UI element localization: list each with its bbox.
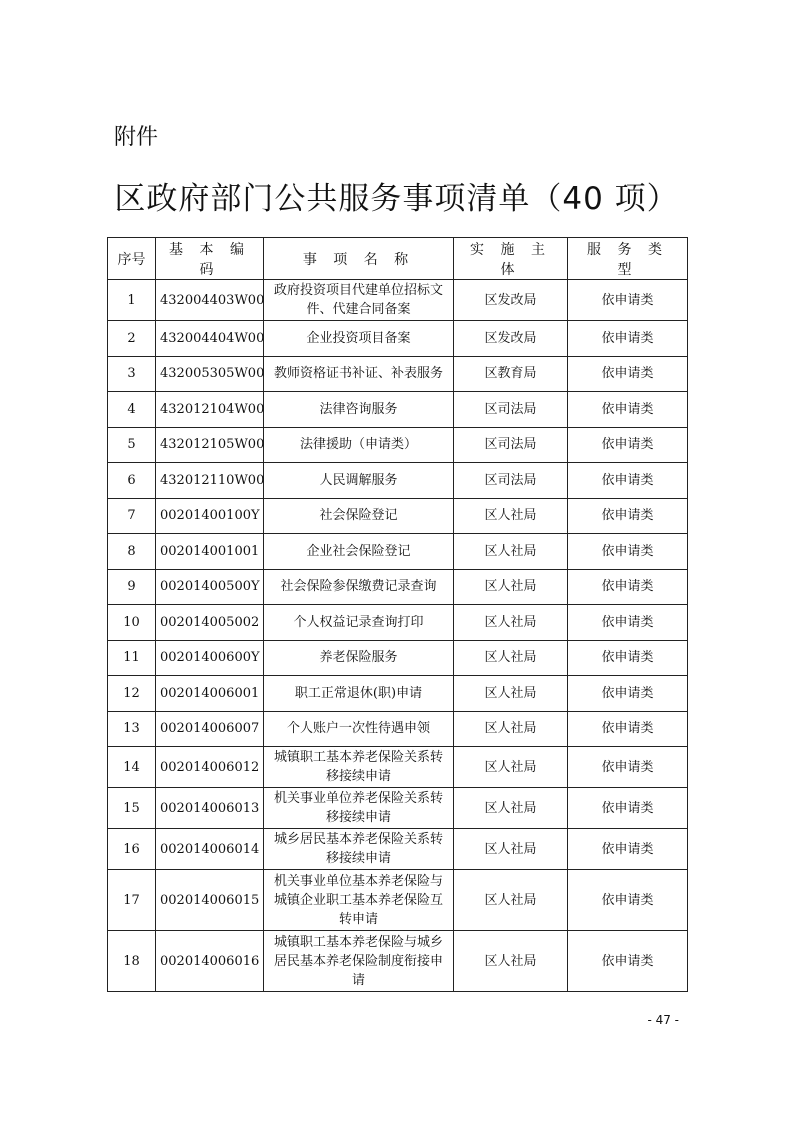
type-cell: 依申请类 [568,870,688,931]
table-row [108,676,688,712]
serial-cell: 18 [108,931,156,992]
table-row [108,870,688,931]
serial-cell: 9 [108,569,156,605]
code-cell: 002014006007 [156,711,264,747]
dept-cell: 区人社局 [454,747,568,788]
table-row [108,829,688,870]
type-cell: 依申请类 [568,356,688,392]
code-cell: 002014005002 [156,605,264,641]
name-cell: 企业投资项目备案 [264,321,454,357]
header-code: 基 本 编 码 [156,238,264,280]
serial-cell: 11 [108,640,156,676]
dept-cell: 区人社局 [454,829,568,870]
table-header-row [108,238,688,280]
type-cell: 依申请类 [568,427,688,463]
type-cell: 依申请类 [568,321,688,357]
header-type: 服 务 类 型 [568,238,688,280]
code-cell: 002014006016 [156,931,264,992]
name-cell: 个人权益记录查询打印 [264,605,454,641]
type-cell: 依申请类 [568,534,688,570]
code-cell: 00201400100Y [156,498,264,534]
dept-cell: 区人社局 [454,870,568,931]
service-items-table [107,237,688,992]
name-cell: 机关事业单位养老保险关系转移接续申请 [264,788,454,829]
dept-cell: 区人社局 [454,788,568,829]
code-cell: 002014006014 [156,829,264,870]
attachment-label: 附件 [114,125,159,150]
code-cell: 002014006012 [156,747,264,788]
table-row [108,788,688,829]
table-row [108,931,688,992]
type-cell: 依申请类 [568,280,688,321]
table-row [108,747,688,788]
table-row [108,392,688,428]
type-cell: 依申请类 [568,498,688,534]
code-cell: 002014006013 [156,788,264,829]
code-cell: 002014006001 [156,676,264,712]
table-row [108,498,688,534]
name-cell: 政府投资项目代建单位招标文件、代建合同备案 [264,280,454,321]
code-cell: 00201400600Y [156,640,264,676]
serial-cell: 12 [108,676,156,712]
table-row [108,427,688,463]
type-cell: 依申请类 [568,829,688,870]
dept-cell: 区司法局 [454,427,568,463]
dept-cell: 区人社局 [454,676,568,712]
table-row [108,321,688,357]
serial-cell: 16 [108,829,156,870]
type-cell: 依申请类 [568,788,688,829]
code-cell: 432004403W00 [156,280,264,321]
serial-cell: 13 [108,711,156,747]
table-row [108,356,688,392]
name-cell: 城镇职工基本养老保险与城乡居民基本养老保险制度衔接申请 [264,931,454,992]
type-cell: 依申请类 [568,569,688,605]
page-number: - 47 - [647,1013,679,1027]
type-cell: 依申请类 [568,640,688,676]
code-cell: 002014006015 [156,870,264,931]
page-title: 区政府部门公共服务事项清单（40 项） [114,181,679,217]
table-row [108,569,688,605]
type-cell: 依申请类 [568,392,688,428]
name-cell: 个人账户一次性待遇申领 [264,711,454,747]
type-cell: 依申请类 [568,931,688,992]
dept-cell: 区人社局 [454,605,568,641]
table-row [108,640,688,676]
name-cell: 人民调解服务 [264,463,454,499]
serial-cell: 1 [108,280,156,321]
name-cell: 职工正常退休(职)申请 [264,676,454,712]
type-cell: 依申请类 [568,747,688,788]
name-cell: 法律援助（申请类） [264,427,454,463]
name-cell: 企业社会保险登记 [264,534,454,570]
dept-cell: 区人社局 [454,711,568,747]
dept-cell: 区人社局 [454,534,568,570]
header-name: 事 项 名 称 [264,238,454,280]
code-cell: 00201400500Y [156,569,264,605]
dept-cell: 区教育局 [454,356,568,392]
dept-cell: 区人社局 [454,498,568,534]
code-cell: 432012110W00 [156,463,264,499]
serial-cell: 2 [108,321,156,357]
name-cell: 机关事业单位基本养老保险与城镇企业职工基本养老保险互转申请 [264,870,454,931]
type-cell: 依申请类 [568,676,688,712]
serial-cell: 6 [108,463,156,499]
name-cell: 城乡居民基本养老保险关系转移接续申请 [264,829,454,870]
name-cell: 社会保险登记 [264,498,454,534]
serial-cell: 8 [108,534,156,570]
code-cell: 432005305W00 [156,356,264,392]
table-row [108,534,688,570]
type-cell: 依申请类 [568,605,688,641]
serial-cell: 4 [108,392,156,428]
name-cell: 法律咨询服务 [264,392,454,428]
dept-cell: 区司法局 [454,463,568,499]
dept-cell: 区人社局 [454,640,568,676]
table-row [108,711,688,747]
type-cell: 依申请类 [568,711,688,747]
name-cell: 教师资格证书补证、补表服务 [264,356,454,392]
code-cell: 432004404W00 [156,321,264,357]
dept-cell: 区司法局 [454,392,568,428]
serial-cell: 7 [108,498,156,534]
dept-cell: 区人社局 [454,931,568,992]
table-row [108,280,688,321]
serial-cell: 14 [108,747,156,788]
serial-cell: 10 [108,605,156,641]
name-cell: 养老保险服务 [264,640,454,676]
serial-cell: 17 [108,870,156,931]
dept-cell: 区发改局 [454,280,568,321]
code-cell: 432012105W00 [156,427,264,463]
name-cell: 社会保险参保缴费记录查询 [264,569,454,605]
header-serial: 序号 [108,238,156,280]
name-cell: 城镇职工基本养老保险关系转移接续申请 [264,747,454,788]
dept-cell: 区人社局 [454,569,568,605]
code-cell: 002014001001 [156,534,264,570]
serial-cell: 15 [108,788,156,829]
serial-cell: 3 [108,356,156,392]
serial-cell: 5 [108,427,156,463]
table-row [108,463,688,499]
dept-cell: 区发改局 [454,321,568,357]
table-row [108,605,688,641]
code-cell: 432012104W00 [156,392,264,428]
type-cell: 依申请类 [568,463,688,499]
header-dept: 实 施 主 体 [454,238,568,280]
